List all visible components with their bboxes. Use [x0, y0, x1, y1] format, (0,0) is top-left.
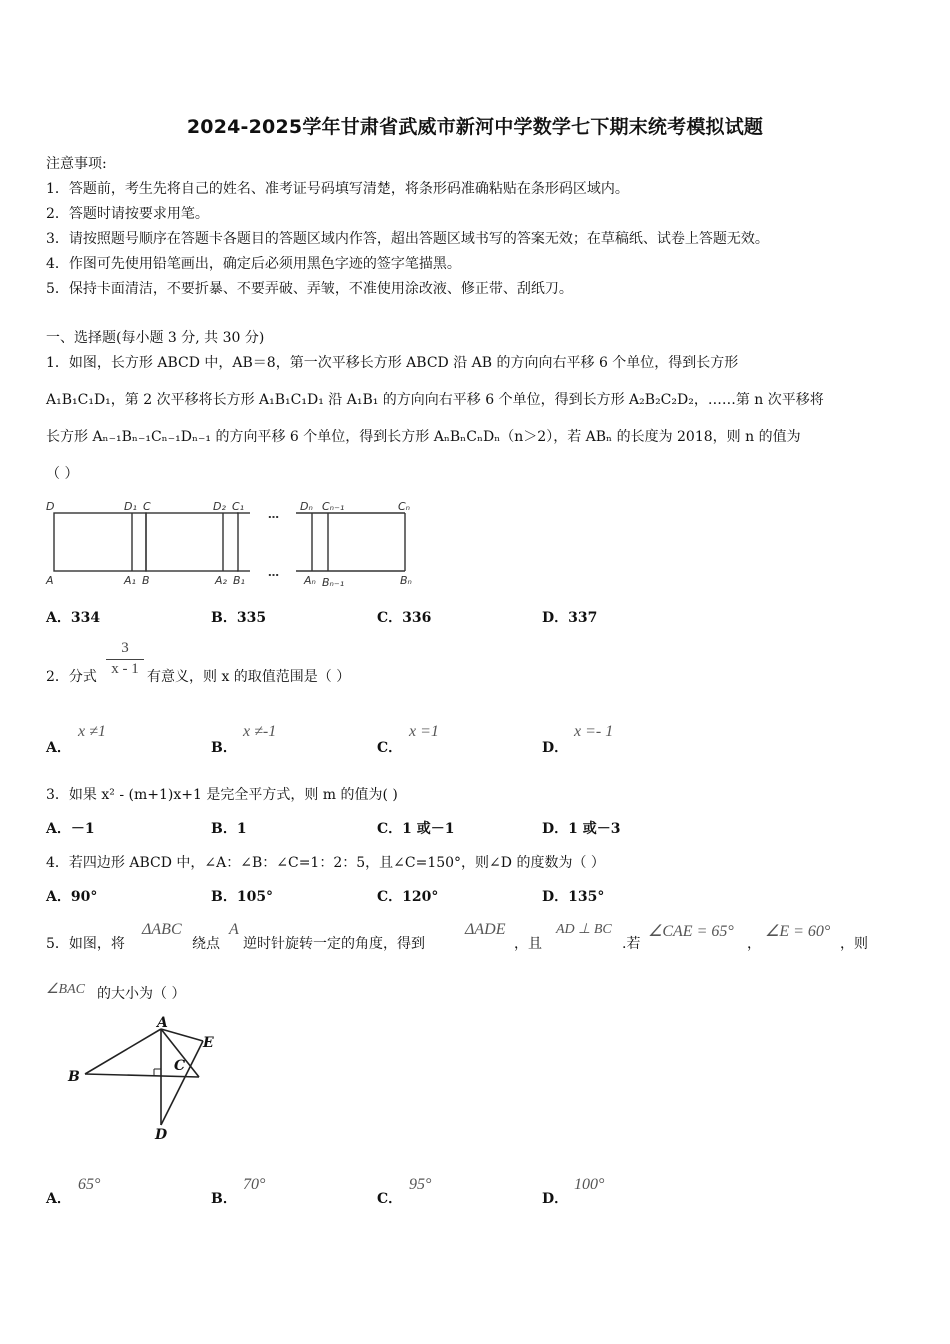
- q1-option-a[interactable]: A．334: [46, 610, 101, 626]
- label-Bn-1: Bₙ₋₁: [322, 576, 345, 589]
- label-D2: D₂: [213, 500, 226, 513]
- page-title: 2024-2025学年甘肃省武威市新河中学数学七下期末统考模拟试题: [186, 116, 764, 138]
- q5-letter-c[interactable]: C．: [377, 1191, 403, 1207]
- q5-stem-part: ，: [747, 936, 761, 952]
- label-Cn-1: Cₙ₋₁: [322, 500, 345, 513]
- label-E: E: [203, 1035, 214, 1051]
- q2-option-d[interactable]: x =- 1: [574, 723, 614, 740]
- q1-rectangles-figure: [40, 494, 430, 594]
- label-A2: A₂: [215, 574, 227, 587]
- q3-option-d[interactable]: D．1 或－3: [542, 821, 621, 837]
- label-Bn: Bₙ: [400, 574, 412, 587]
- q5-stem-part: 绕点: [192, 936, 220, 952]
- q2-letter-b[interactable]: B．: [211, 740, 237, 756]
- q1-stem-line: 1．如图，长方形 ABCD 中，AB＝8，第一次平移长方形 ABCD 沿 AB 的方向向右平移 6 个单位，得到长方形: [46, 355, 739, 371]
- q4-option-a[interactable]: A．90°: [46, 889, 98, 905]
- q5-triangle-figure: [60, 1015, 230, 1145]
- q1-option-b[interactable]: B．335: [211, 610, 267, 626]
- q5-letter-d[interactable]: D．: [542, 1191, 569, 1207]
- notice-heading: 注意事项:: [46, 156, 107, 172]
- q1-stem-line: 长方形 Aₙ₋₁Bₙ₋₁Cₙ₋₁Dₙ₋₁ 的方向平移 6 个单位，得到长方形 AₙBₙCₙDₙ（n＞2），若 ABₙ 的长度为 2018，则 n 的值为: [46, 429, 801, 445]
- q5-stem-part: .若: [622, 936, 641, 952]
- label-B: B: [68, 1069, 80, 1085]
- label-Dn: Dₙ: [300, 500, 313, 513]
- notice-item: 2．答题时请按要求用笔。: [46, 206, 209, 222]
- rect-a1b1c1d1: [146, 513, 238, 571]
- label-A1: A₁: [124, 574, 136, 587]
- notice-item: 5．保持卡面清洁，不要折暴、不要弄破、弄皱，不准使用涂改液、修正带、刮纸刀。: [46, 281, 573, 297]
- q5-letter-a[interactable]: A．: [46, 1191, 71, 1207]
- q2-prefix: 2．分式: [46, 669, 97, 685]
- notice-item: 4．作图可先使用铅笔画出，确定后必须用黑色字迹的签字笔描黑。: [46, 256, 461, 272]
- label-D: D: [155, 1127, 168, 1143]
- q5-option-d[interactable]: 100°: [574, 1176, 605, 1193]
- label-B1: B₁: [233, 574, 245, 587]
- q1-option-c[interactable]: C．336: [377, 610, 432, 626]
- q5-letter-b[interactable]: B．: [211, 1191, 237, 1207]
- q5-math: AD ⊥ BC: [556, 922, 612, 937]
- q5-option-c[interactable]: 95°: [409, 1176, 432, 1193]
- q2-option-a[interactable]: x ≠1: [78, 723, 106, 740]
- q2-option-b[interactable]: x ≠-1: [243, 723, 277, 740]
- q2-option-c[interactable]: x =1: [409, 723, 439, 740]
- q2-suffix: 有意义，则 x 的取值范围是（ ）: [147, 669, 351, 685]
- q5-option-a[interactable]: 65°: [78, 1176, 101, 1193]
- q5-stem-part: 5．如图，将: [46, 936, 125, 952]
- q1-stem-line: A₁B₁C₁D₁，第 2 次平移将长方形 A₁B₁C₁D₁ 沿 A₁B₁ 的方向向右平移 6 个单位，得到长方形 A₂B₂C₂D₂，……第 n 次平移将: [46, 392, 824, 408]
- q4-option-b[interactable]: B．105°: [211, 889, 274, 905]
- q5-math: ∠CAE = 65°: [648, 923, 734, 940]
- label-C: C: [143, 500, 151, 513]
- label-B: B: [142, 574, 150, 587]
- label-A: A: [46, 574, 54, 587]
- section-heading: 一、选择题(每小题 3 分, 共 30 分): [46, 330, 265, 346]
- label-Cn: Cₙ: [398, 500, 411, 513]
- q4-option-d[interactable]: D．135°: [542, 889, 605, 905]
- q5-math: ΔADE: [465, 921, 506, 938]
- q3-option-a[interactable]: A．－1: [46, 821, 95, 837]
- q5-math: ΔABC: [142, 921, 182, 938]
- q1-stem-line: （ ）: [46, 466, 79, 482]
- q2-fraction-denominator: x - 1: [106, 659, 144, 678]
- label-D1: D₁: [124, 500, 137, 513]
- q1-option-d[interactable]: D．337: [542, 610, 598, 626]
- q5-math: ∠BAC: [46, 982, 85, 997]
- q5-math: ∠E = 60°: [765, 923, 831, 940]
- label-A: A: [157, 1015, 168, 1031]
- label-D: D: [46, 500, 55, 513]
- q2-letter-c[interactable]: C．: [377, 740, 403, 756]
- label-C1: C₁: [232, 500, 245, 513]
- q3-option-c[interactable]: C．1 或－1: [377, 821, 455, 837]
- label-An: Aₙ: [304, 574, 316, 587]
- q5-stem-part: ，且: [514, 936, 542, 952]
- q3-option-b[interactable]: B．1: [211, 821, 247, 837]
- dots-bottom: …: [268, 566, 279, 579]
- label-C: C: [174, 1058, 186, 1074]
- q2-letter-a[interactable]: A．: [46, 740, 71, 756]
- notice-item: 3．请按照题号顺序在答题卡各题目的答题区域内作答，超出答题区域书写的答案无效；在草稿纸、试卷上答题无效。: [46, 231, 769, 247]
- dots-top: …: [268, 508, 279, 521]
- notice-item: 1．答题前，考生先将自己的姓名、准考证号码填写清楚，将条形码准确粘贴在条形码区域内。: [46, 181, 629, 197]
- q5-stem-part: 逆时针旋转一定的角度，得到: [243, 936, 425, 952]
- q2-fraction-numerator: 3: [121, 640, 129, 656]
- q5-math: A: [229, 921, 239, 938]
- q5-stem-part: 的大小为（ ）: [97, 986, 186, 1002]
- q3-stem: 3．如果 x² - (m+1)x+1 是完全平方式，则 m 的值为( ): [46, 787, 398, 803]
- q5-stem-part: ，则: [840, 936, 868, 952]
- q5-option-b[interactable]: 70°: [243, 1176, 266, 1193]
- q2-letter-d[interactable]: D．: [542, 740, 569, 756]
- q4-option-c[interactable]: C．120°: [377, 889, 439, 905]
- q4-stem: 4．若四边形 ABCD 中，∠A：∠B：∠C=1：2：5，且∠C=150°，则∠D 的度数为（ ）: [46, 855, 605, 871]
